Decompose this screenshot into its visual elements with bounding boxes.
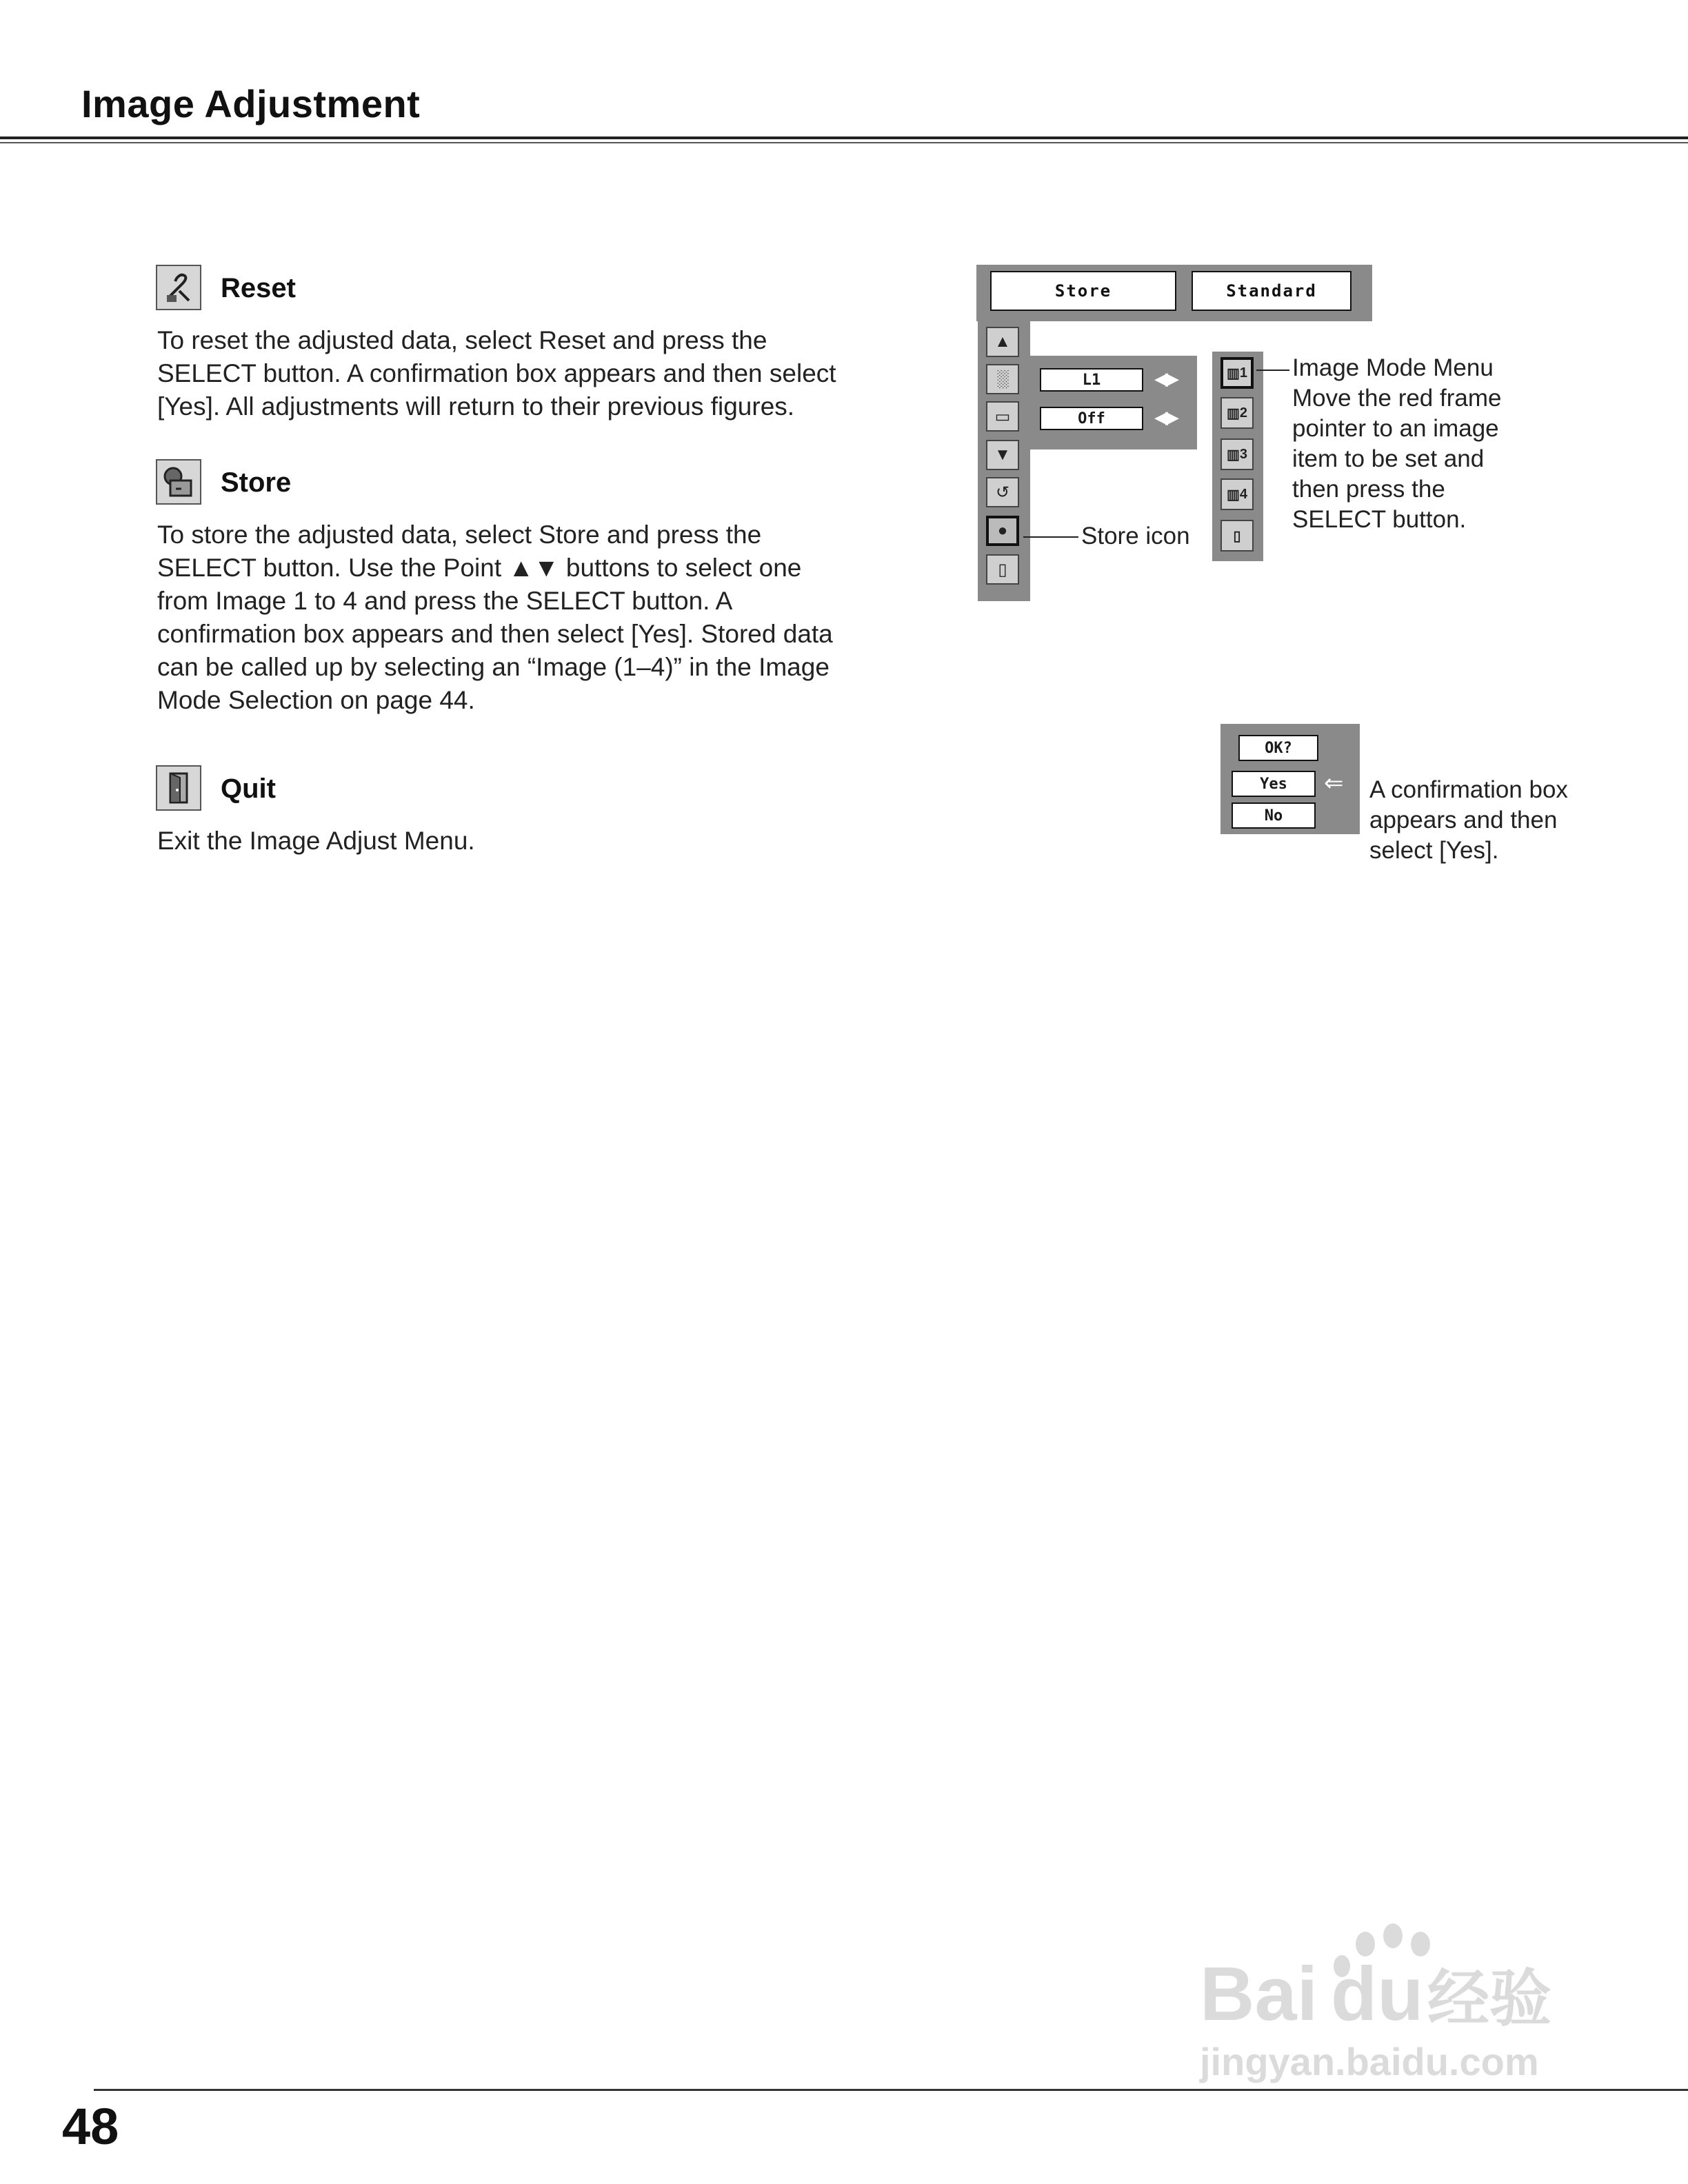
image-mode-3-icon: ▥ 3 bbox=[1220, 438, 1254, 470]
baidu-watermark bbox=[1193, 1923, 1593, 2089]
reset-small-icon: ↺ bbox=[986, 477, 1019, 507]
image-mode-2-icon: ▥ 2 bbox=[1220, 397, 1254, 429]
page-title: Image Adjustment bbox=[81, 82, 421, 125]
osd-field-l1: L1 bbox=[1040, 368, 1143, 392]
confirmation-callout: A confirmation box appears and then select [Yes]. bbox=[1369, 776, 1568, 864]
image-mode-leader-line bbox=[1256, 370, 1289, 371]
image-mode-callout: Image Mode Menu Move the red frame pointer to an image item to be set and then press the SELECT button. bbox=[1292, 354, 1502, 533]
svg-text:jingyan.baidu.com: jingyan.baidu.com bbox=[1200, 2040, 1539, 2083]
svg-text:经验: 经验 bbox=[1427, 1963, 1551, 2035]
screen-icon: ▭ bbox=[986, 401, 1019, 432]
image-mode-1-icon: ▥ 1 bbox=[1220, 357, 1254, 389]
osd-standard-button: Standard bbox=[1192, 271, 1352, 311]
osd-image-mode-column bbox=[1212, 352, 1263, 561]
left-right-arrows-icon: ◀▶ bbox=[1154, 407, 1176, 427]
header-rule-thin bbox=[0, 142, 1688, 143]
osd-store-button: Store bbox=[990, 271, 1176, 311]
store-small-icon: ● bbox=[986, 516, 1019, 546]
store-icon-callout: Store icon bbox=[1081, 523, 1190, 549]
store-icon-leader-line bbox=[1023, 536, 1078, 538]
svg-text:Bai: Bai bbox=[1200, 1952, 1318, 2036]
quit-description: Exit the Image Adjust Menu. bbox=[157, 827, 475, 855]
osd-top-bar bbox=[976, 265, 1372, 321]
quit-small-icon: ▯ bbox=[1220, 520, 1254, 552]
noise-icon: ░ bbox=[986, 364, 1019, 394]
pointer-arrow-icon: ⇐ bbox=[1324, 770, 1344, 796]
confirmation-dialog bbox=[1220, 724, 1360, 834]
quit-small-icon: ▯ bbox=[986, 554, 1019, 585]
image-mode-4-icon: ▥ 4 bbox=[1220, 478, 1254, 510]
store-icon bbox=[156, 459, 201, 505]
svg-text:du: du bbox=[1331, 1952, 1424, 2036]
header-rule bbox=[0, 136, 1688, 139]
reset-description: To reset the adjusted data, select Reset and press the SELECT button. A confirmation box appears and then select [Yes]. All adjustments will return to their previous figures. bbox=[157, 326, 836, 421]
osd-left-icon-column bbox=[978, 320, 1030, 601]
up-arrow-icon: ▲ bbox=[986, 327, 1019, 357]
quit-icon bbox=[156, 765, 201, 811]
reset-title: Reset bbox=[221, 273, 296, 303]
down-arrow-icon: ▼ bbox=[986, 440, 1019, 470]
footer-rule bbox=[94, 2089, 1688, 2091]
confirm-ok-label: OK? bbox=[1238, 735, 1318, 761]
osd-value-panel bbox=[1030, 356, 1197, 449]
confirm-no-button: No bbox=[1232, 802, 1316, 829]
page-number: 48 bbox=[62, 2098, 119, 2155]
reset-icon bbox=[156, 265, 201, 310]
left-right-arrows-icon: ◀▶ bbox=[1154, 368, 1176, 389]
osd-field-off: Off bbox=[1040, 407, 1143, 430]
store-description: To store the adjusted data, select Store and press the SELECT button. Use the Point ▲▼ buttons to select one from Image 1 to 4 and press the SELECT button. A confirmation box appears and then select [Yes]. Stored data can be called up by selecting an “Image (1–4)” in the Image Mode Selection on page 44. bbox=[157, 520, 833, 714]
confirm-yes-button: Yes bbox=[1232, 771, 1316, 797]
quit-title: Quit bbox=[221, 774, 276, 804]
store-title: Store bbox=[221, 467, 292, 498]
